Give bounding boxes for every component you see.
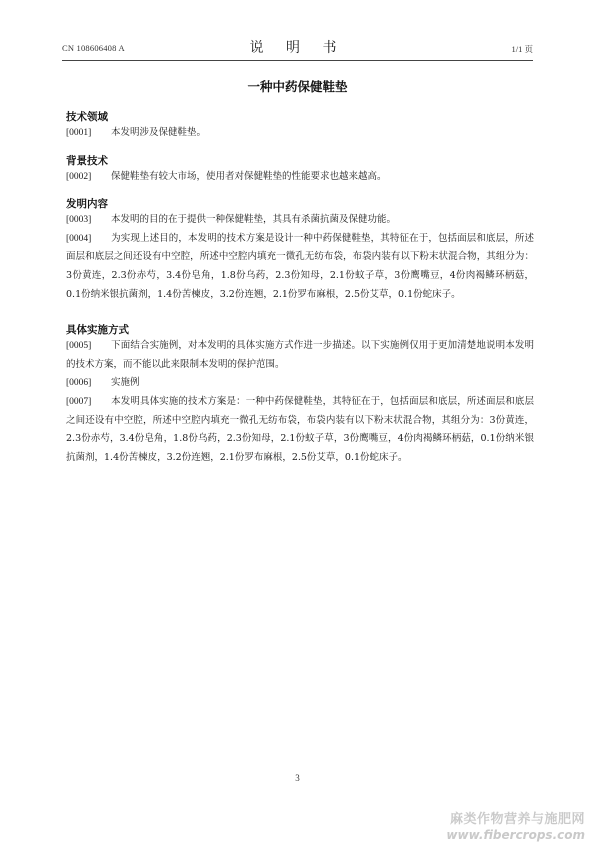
watermark-site-name: 麻类作物营养与施肥网 [449, 812, 585, 827]
paragraph [66, 124, 534, 143]
section-heading: 发明内容 [66, 198, 108, 211]
page-indicator: 1/1 页 [511, 44, 533, 54]
section-heading: 具体实施方式 [66, 324, 129, 337]
header-divider [62, 60, 533, 61]
paragraph [66, 168, 534, 187]
document-title: 一种中药保健鞋垫 [247, 79, 348, 94]
paragraph [66, 374, 534, 393]
paragraph-number: [0006] [66, 378, 92, 389]
section-embodiment [66, 323, 534, 467]
patent-number: CN 108606408 A [62, 43, 125, 53]
paragraph-text: 本发明具体实施的技术方案是：一种中药保健鞋垫，其特征在于，包括面层和底层，所述面层和底层之间还设有中空腔，所述中空腔内填充一微孔无纺布袋，布袋内装有以下粉末状混合物，其组分为：3份黄连，2.3份赤芍，3.4份皂角，1.8份乌药，2.3份知母，2.1份蚊子草，3份鹰嘴豆，4份肉褐鳞环柄菇，0.1份纳米银抗菌剂，1.4份苦楝皮，3.2份连翘，2.1份罗布麻根，2.5份艾草，0.1份蛇床子。 [66, 395, 534, 463]
paragraph [66, 230, 534, 304]
paragraph [66, 211, 534, 230]
page-header [62, 37, 533, 61]
paragraph-text: 为实现上述目的，本发明的技术方案是设计一种中药保健鞋垫，其特征在于，包括面层和底层，所述面层和底层之间还设有中空腔，所述中空腔内填充一微孔无纺布袋，布袋内装有以下粉末状混合物，其组分为：3份黄连，2.3份赤芍，3.4份皂角，1.8份乌药，2.3份知母，2.1份蚊子草，3份鹰嘴豆，4份肉褐鳞环柄菇，0.1份纳米银抗菌剂，1.4份苦楝皮，3.2份连翘，2.1份罗布麻根，2.5份艾草，0.1份蛇床子。 [66, 232, 534, 300]
watermark-url: www.fibercrops.com [446, 828, 585, 842]
paragraph-number: [0002] [66, 171, 92, 182]
paragraph-text: 下面结合实施例，对本发明的具体实施方式作进一步描述。以下实施例仅用于更加清楚地说明本发明的技术方案，而不能以此来限制本发明的保护范围。 [66, 340, 534, 370]
page-number: 3 [295, 773, 300, 783]
paragraph-number: [0003] [66, 215, 92, 226]
paragraph [66, 393, 534, 467]
document-body [66, 100, 534, 467]
paragraph-text: 保健鞋垫有较大市场，使用者对保健鞋垫的性能要求也越来越高。 [111, 170, 387, 182]
paragraph-number: [0007] [66, 396, 92, 407]
section-heading: 技术领域 [66, 111, 108, 123]
section-invention-content [66, 197, 534, 304]
paragraph-number: [0001] [66, 128, 92, 138]
paragraph-text: 实施例 [111, 377, 140, 389]
paragraph-number: [0005] [66, 341, 92, 352]
paragraph-text: 本发明的目的在于提供一种保健鞋垫，其具有杀菌抗菌及保健功能。 [111, 214, 397, 226]
section-background [66, 154, 534, 187]
site-watermark [446, 808, 585, 842]
section-technical-field [66, 110, 534, 143]
paragraph-number: [0004] [66, 233, 92, 244]
paragraph-text: 本发明涉及保健鞋垫。 [111, 127, 207, 138]
section-heading: 背景技术 [66, 154, 108, 167]
document-type-title: 说 明 书 [249, 40, 346, 56]
paragraph [66, 337, 534, 374]
